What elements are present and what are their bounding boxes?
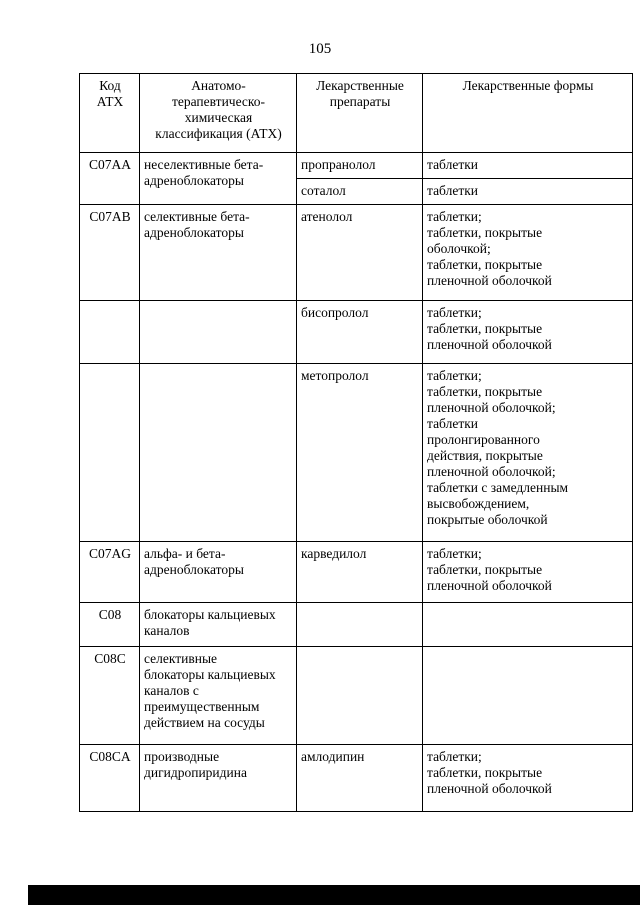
cell-text-line: таблетки; xyxy=(427,209,482,224)
atc-code-cell: C08CA xyxy=(80,745,140,812)
table-row xyxy=(80,205,633,301)
classification-cell xyxy=(140,301,297,364)
cell-text-line: пленочной оболочкой xyxy=(427,337,552,352)
drug-cell xyxy=(297,647,423,745)
cell-text-line: таблетки; xyxy=(427,305,482,320)
drug-cell: карведилол xyxy=(297,542,423,603)
drug-cell: метопролол xyxy=(297,364,423,542)
cell-text-line: таблетки; xyxy=(427,368,482,383)
cell-text-line: химическая xyxy=(184,110,253,125)
cell-text-line: таблетки xyxy=(427,416,479,431)
drug-cell: амлодипин xyxy=(297,745,423,812)
cell-text-line: адреноблокаторы xyxy=(144,225,244,240)
cell-text-line: каналов xyxy=(144,623,190,638)
atc-drug-table xyxy=(79,73,633,812)
table-header-row xyxy=(80,74,633,153)
cell-text-line: таблетки xyxy=(427,183,479,198)
cell-text-line: таблетки, покрытые xyxy=(427,321,543,336)
cell-text-line: пролонгированного xyxy=(427,432,540,447)
cell-text-line: пленочной оболочкой xyxy=(427,273,552,288)
cell-text-line: таблетки с замедленным xyxy=(427,480,569,495)
cell-text-line: классификация (АТХ) xyxy=(155,126,282,141)
forms-cell xyxy=(423,179,633,205)
drug-cell xyxy=(297,603,423,647)
page-number: 105 xyxy=(308,41,332,57)
cell-text-line: пленочной оболочкой xyxy=(427,781,552,796)
classification-cell xyxy=(140,153,297,205)
forms-cell xyxy=(423,745,633,812)
forms-cell xyxy=(423,542,633,603)
forms-cell xyxy=(423,205,633,301)
atc-code-cell xyxy=(80,301,140,364)
cell-text-line: АТХ xyxy=(96,94,124,109)
forms-cell xyxy=(423,153,633,179)
table-row xyxy=(80,745,633,812)
table-row xyxy=(80,542,633,603)
atc-code-cell: C07AG xyxy=(80,542,140,603)
classification-cell xyxy=(140,205,297,301)
cell-text-line: оболочкой; xyxy=(427,241,491,256)
classification-cell xyxy=(140,364,297,542)
scan-edge-bar xyxy=(28,885,640,905)
cell-text-line: таблетки; xyxy=(427,546,482,561)
cell-text-line: терапевтическо- xyxy=(171,94,266,109)
forms-cell xyxy=(423,647,633,745)
cell-text-line: преимущественным xyxy=(144,699,260,714)
cell-text-line: блокаторы кальциевых xyxy=(144,607,276,622)
cell-text-line: препараты xyxy=(329,94,391,109)
table-row xyxy=(80,364,633,542)
table-row xyxy=(80,603,633,647)
header-atc-classification xyxy=(140,74,297,153)
cell-text-line: пленочной оболочкой; xyxy=(427,464,556,479)
cell-text-line: блокаторы кальциевых xyxy=(144,667,276,682)
cell-text-line: действия, покрытые xyxy=(427,448,543,463)
cell-text-line: селективные xyxy=(144,651,218,666)
drug-cell: атенолол xyxy=(297,205,423,301)
cell-text-line: пленочной оболочкой; xyxy=(427,400,556,415)
drug-cell: бисопролол xyxy=(297,301,423,364)
cell-text-line: Лекарственные формы xyxy=(462,78,594,93)
forms-cell xyxy=(423,603,633,647)
header-drugs xyxy=(297,74,423,153)
cell-text-line: неселективные бета- xyxy=(144,157,264,172)
atc-code-cell: C08C xyxy=(80,647,140,745)
table-row xyxy=(80,153,633,179)
cell-text-line: таблетки, покрытые xyxy=(427,225,543,240)
cell-text-line: таблетки, покрытые xyxy=(427,562,543,577)
drug-cell: соталол xyxy=(297,179,423,205)
cell-text-line: адреноблокаторы xyxy=(144,562,244,577)
cell-text-line: таблетки, покрытые xyxy=(427,257,543,272)
cell-text-line: Лекарственные xyxy=(316,78,404,93)
classification-cell xyxy=(140,647,297,745)
cell-text-line: действием на сосуды xyxy=(144,715,265,730)
cell-text-line: покрытые оболочкой xyxy=(427,512,548,527)
cell-text-line: дигидропиридина xyxy=(144,765,247,780)
cell-text-line: высвобождением, xyxy=(427,496,530,511)
classification-cell xyxy=(140,745,297,812)
classification-cell xyxy=(140,542,297,603)
table-row xyxy=(80,647,633,745)
cell-text-line: Анатомо- xyxy=(191,78,246,93)
drug-cell: пропранолол xyxy=(297,153,423,179)
cell-text-line: таблетки, покрытые xyxy=(427,384,543,399)
cell-text-line: Код xyxy=(99,78,121,93)
cell-text-line: таблетки, покрытые xyxy=(427,765,543,780)
atc-code-cell xyxy=(80,364,140,542)
cell-text-line: селективные бета- xyxy=(144,209,250,224)
forms-cell xyxy=(423,301,633,364)
cell-text-line: пленочной оболочкой xyxy=(427,578,552,593)
table-row xyxy=(80,301,633,364)
forms-cell xyxy=(423,364,633,542)
cell-text-line: таблетки; xyxy=(427,749,482,764)
cell-text-line: адреноблокаторы xyxy=(144,173,244,188)
classification-cell xyxy=(140,603,297,647)
cell-text-line: альфа- и бета- xyxy=(144,546,226,561)
header-atc-code xyxy=(80,74,140,153)
atc-code-cell: C07AA xyxy=(80,153,140,205)
atc-code-cell: C07AB xyxy=(80,205,140,301)
cell-text-line: таблетки xyxy=(427,157,479,172)
header-dosage-forms xyxy=(423,74,633,153)
atc-code-cell: C08 xyxy=(80,603,140,647)
cell-text-line: производные xyxy=(144,749,220,764)
cell-text-line: каналов с xyxy=(144,683,199,698)
